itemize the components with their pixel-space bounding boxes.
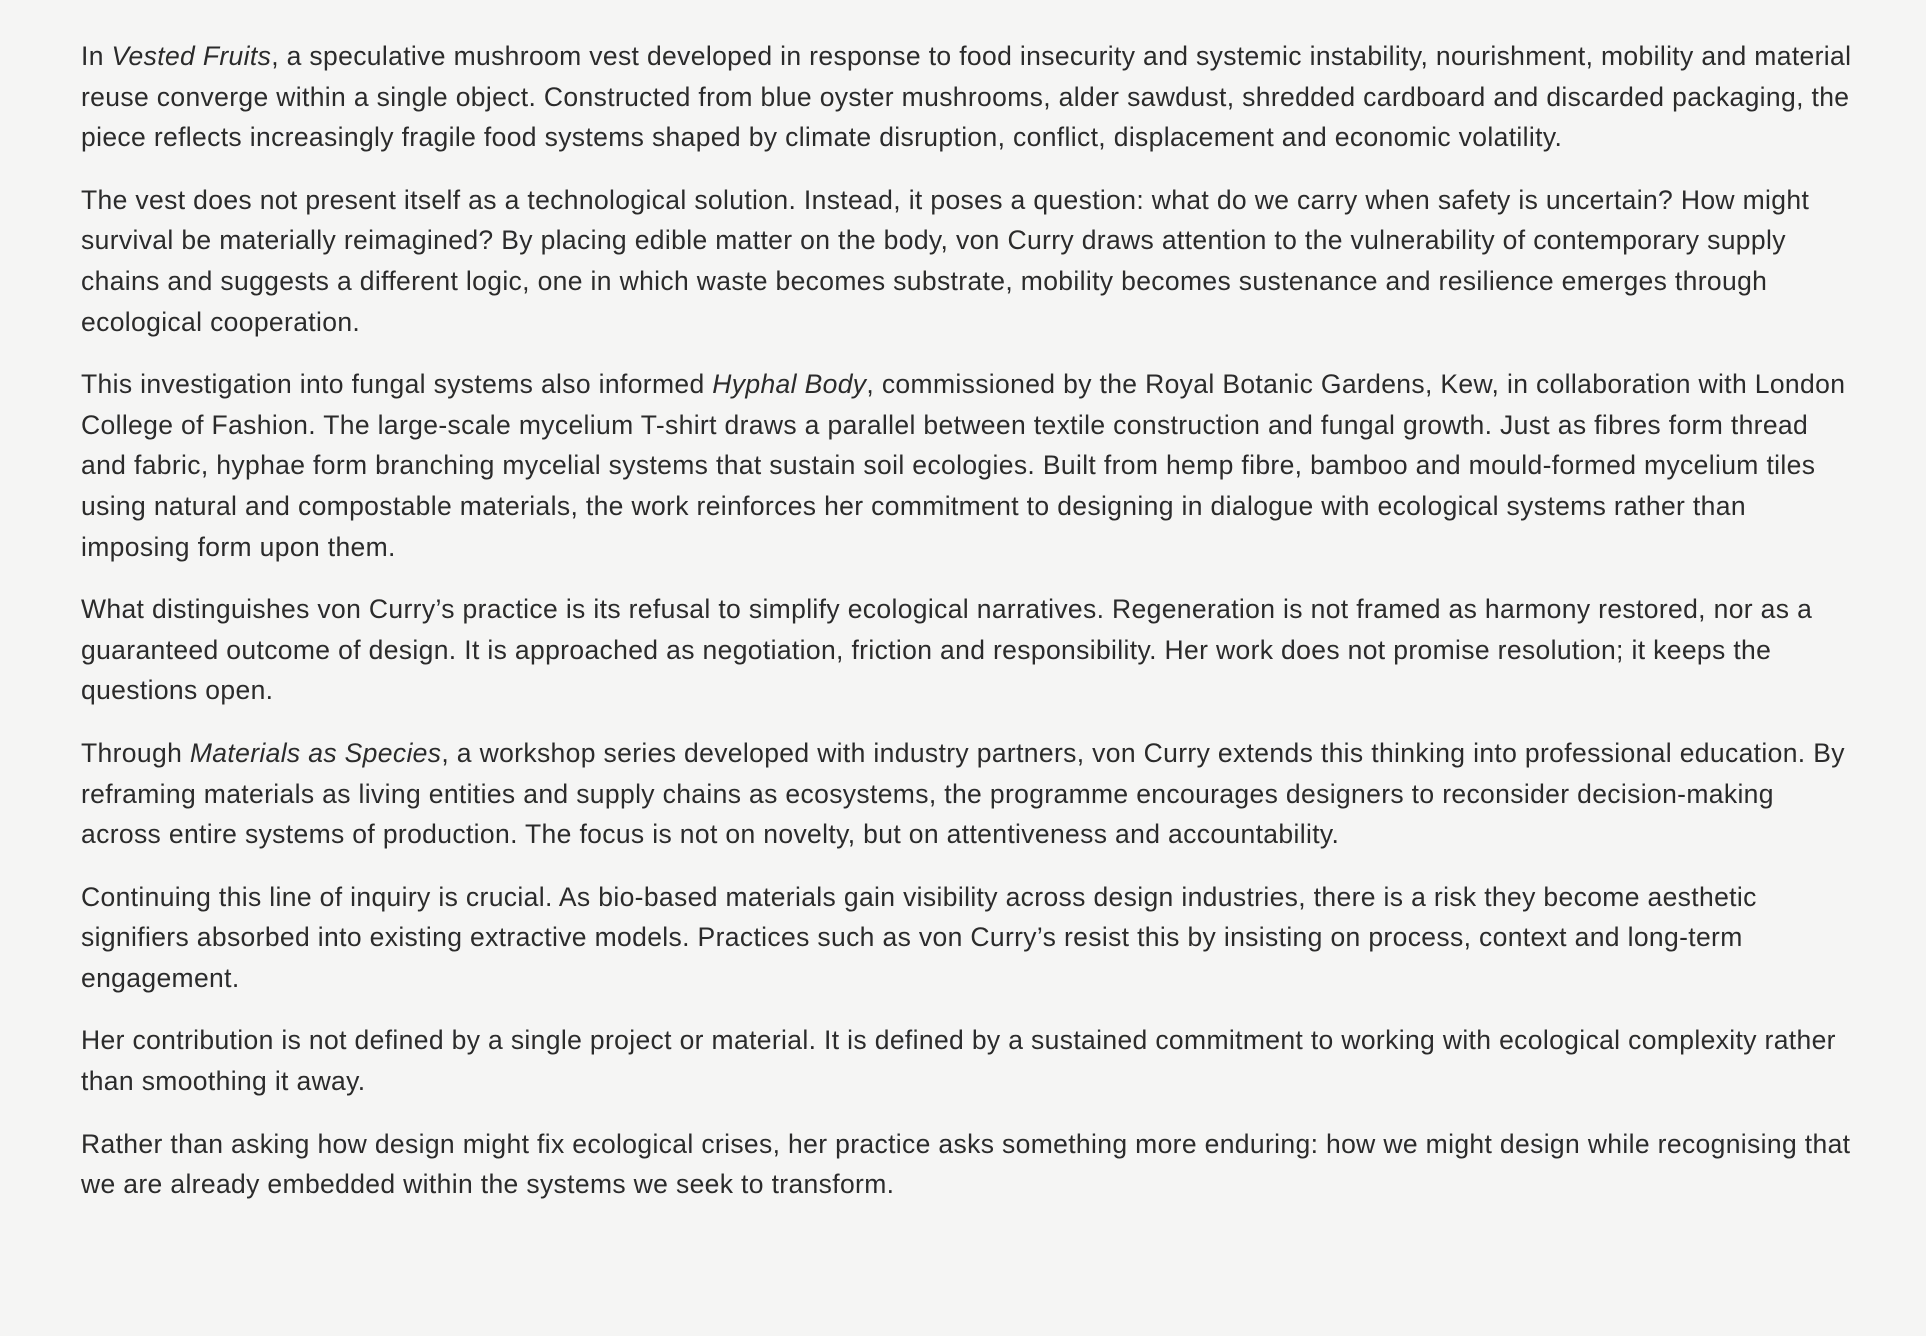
paragraph-text: , a speculative mushroom vest developed in response to food insecurity and systemic instability, nourishment, mobility and material reuse converge within a single object. Constructed from blue oyster mushrooms, alder sawdust, shredded cardboard and discarded packaging, the piece reflects increasingly fragile food systems shaped by climate disruption, conflict, displacement and economic volatility. bbox=[81, 41, 1852, 153]
paragraph-vested-fruits bbox=[81, 36, 1861, 158]
project-title-materials-as-species: Materials as Species bbox=[189, 737, 442, 768]
paragraph-materials-as-species bbox=[81, 733, 1861, 855]
paragraph-vest-question: The vest does not present itself as a technological solution. Instead, it poses a question: what do we carry when safety is uncertain? How might survival be materially reimagined? By placing edible matter on the body, von Curry draws attention to the vulnerability of contemporary supply chains and suggests a different logic, one in which waste becomes substrate, mobility becomes sustenance and resilience emerges through ecological cooperation. bbox=[81, 184, 1810, 337]
paragraph-contribution: Her contribution is not defined by a single project or material. It is defined by a sustained commitment to working with ecological complexity rather than smoothing it away. bbox=[81, 1025, 1836, 1097]
paragraph-text: This investigation into fungal systems also informed bbox=[81, 369, 713, 400]
project-title-hyphal-body: Hyphal Body bbox=[712, 369, 867, 400]
paragraph-line-of-inquiry: Continuing this line of inquiry is crucial. As bio-based materials gain visibility across design industries, there is a risk they become aesthetic signifiers absorbed into existing extractive models. Practices such as von Curry’s resist this by insisting on process, context and long-term engagement. bbox=[81, 881, 1757, 993]
paragraph-text: , a workshop series developed with industry partners, von Curry extends this thinking into professional education. By reframing materials as living entities and supply chains as ecosystems, the programme encourages designers to reconsider decision-making across entire systems of production. The focus is not on novelty, but on attentiveness and accountability. bbox=[81, 737, 1845, 850]
paragraph-text: In bbox=[81, 41, 112, 71]
paragraph-hyphal-body bbox=[81, 364, 1861, 567]
paragraph-text: Through bbox=[81, 737, 190, 768]
paragraph-ecological-narratives: What distinguishes von Curry’s practice is its refusal to simplify ecological narratives. Regeneration is not framed as harmony restored, nor as a guaranteed outcome of design. It is approached as negotiation, friction and responsibility. Her work does not promise resolution; it keeps the questions open. bbox=[81, 594, 1813, 706]
project-title-vested-fruits: Vested Fruits bbox=[111, 41, 272, 71]
paragraph-closing: Rather than asking how design might fix ecological crises, her practice asks something more enduring: how we might design while recognising that we are already embedded within the systems we seek to transform. bbox=[81, 1128, 1851, 1200]
paragraph-text: , commissioned by the Royal Botanic Gardens, Kew, in collaboration with London College of Fashion. The large-scale mycelium T-shirt draws a parallel between textile construction and fungal growth. Just as fibres form thread and fabric, hyphae form branching mycelial systems that sustain soil ecologies. Built from hemp fibre, bamboo and mould-formed mycelium tiles using natural and compostable materials, the work reinforces her commitment to designing in dialogue with ecological systems rather than imposing form upon them. bbox=[81, 369, 1846, 562]
article-body bbox=[81, 36, 1861, 1227]
